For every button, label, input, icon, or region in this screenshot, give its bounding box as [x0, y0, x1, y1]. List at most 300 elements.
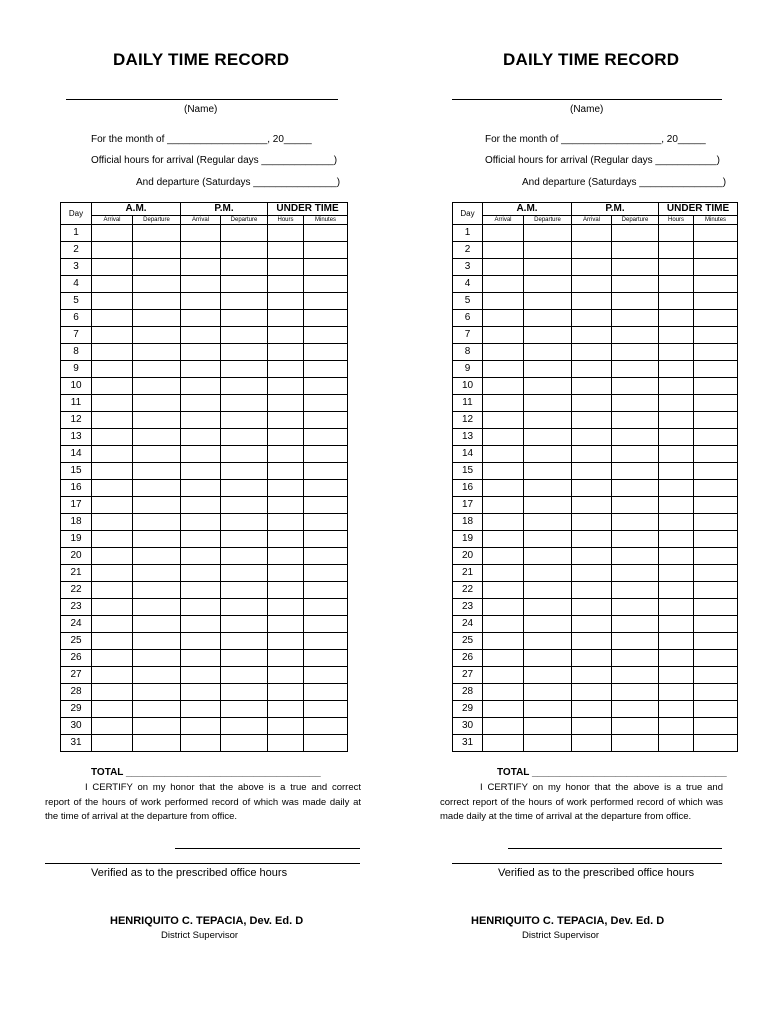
am-arrival-cell[interactable]: [92, 378, 133, 395]
pm-departure-cell[interactable]: [612, 225, 659, 242]
am-departure-cell[interactable]: [133, 361, 181, 378]
undertime-minutes-cell[interactable]: [694, 225, 738, 242]
am-departure-cell[interactable]: [133, 259, 181, 276]
am-arrival-cell[interactable]: [92, 531, 133, 548]
undertime-hours-cell[interactable]: [659, 599, 694, 616]
pm-departure-cell[interactable]: [612, 429, 659, 446]
am-departure-cell[interactable]: [133, 463, 181, 480]
pm-arrival-cell[interactable]: [181, 633, 221, 650]
undertime-hours-cell[interactable]: [659, 514, 694, 531]
pm-departure-cell[interactable]: [612, 599, 659, 616]
am-departure-cell[interactable]: [133, 480, 181, 497]
pm-departure-cell[interactable]: [612, 531, 659, 548]
am-arrival-cell[interactable]: [483, 429, 524, 446]
am-arrival-cell[interactable]: [483, 293, 524, 310]
undertime-minutes-cell[interactable]: [304, 531, 348, 548]
am-arrival-cell[interactable]: [92, 276, 133, 293]
pm-arrival-cell[interactable]: [572, 344, 612, 361]
undertime-hours-cell[interactable]: [659, 446, 694, 463]
am-departure-cell[interactable]: [133, 395, 181, 412]
am-arrival-cell[interactable]: [92, 582, 133, 599]
am-departure-cell[interactable]: [133, 497, 181, 514]
am-arrival-cell[interactable]: [92, 344, 133, 361]
pm-departure-cell[interactable]: [612, 582, 659, 599]
pm-arrival-cell[interactable]: [181, 225, 221, 242]
pm-arrival-cell[interactable]: [181, 242, 221, 259]
am-arrival-cell[interactable]: [92, 514, 133, 531]
undertime-minutes-cell[interactable]: [694, 514, 738, 531]
am-departure-cell[interactable]: [524, 650, 572, 667]
undertime-minutes-cell[interactable]: [694, 327, 738, 344]
undertime-hours-cell[interactable]: [659, 242, 694, 259]
undertime-minutes-cell[interactable]: [694, 650, 738, 667]
pm-arrival-cell[interactable]: [181, 718, 221, 735]
pm-arrival-cell[interactable]: [181, 259, 221, 276]
am-arrival-cell[interactable]: [483, 514, 524, 531]
am-departure-cell[interactable]: [133, 446, 181, 463]
undertime-minutes-cell[interactable]: [304, 480, 348, 497]
pm-arrival-cell[interactable]: [181, 412, 221, 429]
undertime-minutes-cell[interactable]: [694, 412, 738, 429]
undertime-minutes-cell[interactable]: [304, 276, 348, 293]
undertime-hours-cell[interactable]: [268, 310, 304, 327]
undertime-hours-cell[interactable]: [268, 599, 304, 616]
am-departure-cell[interactable]: [524, 293, 572, 310]
am-departure-cell[interactable]: [133, 531, 181, 548]
undertime-minutes-cell[interactable]: [694, 242, 738, 259]
am-departure-cell[interactable]: [524, 412, 572, 429]
pm-arrival-cell[interactable]: [572, 378, 612, 395]
undertime-minutes-cell[interactable]: [694, 599, 738, 616]
am-arrival-cell[interactable]: [483, 701, 524, 718]
pm-arrival-cell[interactable]: [572, 667, 612, 684]
am-departure-cell[interactable]: [133, 616, 181, 633]
pm-departure-cell[interactable]: [221, 225, 268, 242]
undertime-hours-cell[interactable]: [659, 480, 694, 497]
pm-arrival-cell[interactable]: [181, 344, 221, 361]
undertime-minutes-cell[interactable]: [304, 582, 348, 599]
undertime-minutes-cell[interactable]: [304, 684, 348, 701]
am-departure-cell[interactable]: [524, 276, 572, 293]
undertime-hours-cell[interactable]: [659, 259, 694, 276]
pm-departure-cell[interactable]: [221, 395, 268, 412]
am-departure-cell[interactable]: [524, 701, 572, 718]
pm-arrival-cell[interactable]: [572, 446, 612, 463]
am-arrival-cell[interactable]: [92, 497, 133, 514]
undertime-minutes-cell[interactable]: [694, 531, 738, 548]
am-arrival-cell[interactable]: [92, 293, 133, 310]
am-departure-cell[interactable]: [524, 446, 572, 463]
undertime-hours-cell[interactable]: [268, 259, 304, 276]
am-arrival-cell[interactable]: [92, 633, 133, 650]
am-arrival-cell[interactable]: [483, 531, 524, 548]
pm-arrival-cell[interactable]: [572, 463, 612, 480]
am-arrival-cell[interactable]: [483, 310, 524, 327]
undertime-hours-cell[interactable]: [659, 276, 694, 293]
undertime-minutes-cell[interactable]: [304, 514, 348, 531]
pm-arrival-cell[interactable]: [181, 480, 221, 497]
pm-departure-cell[interactable]: [612, 276, 659, 293]
undertime-hours-cell[interactable]: [659, 667, 694, 684]
undertime-minutes-cell[interactable]: [304, 293, 348, 310]
pm-departure-cell[interactable]: [612, 463, 659, 480]
pm-arrival-cell[interactable]: [572, 514, 612, 531]
pm-departure-cell[interactable]: [612, 718, 659, 735]
am-departure-cell[interactable]: [524, 259, 572, 276]
am-arrival-cell[interactable]: [92, 599, 133, 616]
pm-departure-cell[interactable]: [221, 497, 268, 514]
am-arrival-cell[interactable]: [92, 361, 133, 378]
am-departure-cell[interactable]: [133, 378, 181, 395]
am-departure-cell[interactable]: [524, 242, 572, 259]
am-departure-cell[interactable]: [524, 667, 572, 684]
pm-departure-cell[interactable]: [612, 548, 659, 565]
undertime-hours-cell[interactable]: [268, 497, 304, 514]
pm-arrival-cell[interactable]: [181, 565, 221, 582]
am-arrival-cell[interactable]: [92, 310, 133, 327]
am-departure-cell[interactable]: [133, 293, 181, 310]
am-departure-cell[interactable]: [524, 531, 572, 548]
undertime-minutes-cell[interactable]: [304, 327, 348, 344]
pm-departure-cell[interactable]: [221, 514, 268, 531]
undertime-minutes-cell[interactable]: [304, 497, 348, 514]
undertime-hours-cell[interactable]: [659, 429, 694, 446]
am-departure-cell[interactable]: [133, 599, 181, 616]
pm-arrival-cell[interactable]: [572, 616, 612, 633]
am-departure-cell[interactable]: [524, 361, 572, 378]
pm-departure-cell[interactable]: [612, 412, 659, 429]
am-departure-cell[interactable]: [524, 344, 572, 361]
pm-arrival-cell[interactable]: [572, 293, 612, 310]
pm-departure-cell[interactable]: [221, 616, 268, 633]
pm-arrival-cell[interactable]: [572, 259, 612, 276]
undertime-minutes-cell[interactable]: [694, 633, 738, 650]
pm-departure-cell[interactable]: [612, 293, 659, 310]
undertime-hours-cell[interactable]: [268, 565, 304, 582]
undertime-minutes-cell[interactable]: [694, 395, 738, 412]
pm-arrival-cell[interactable]: [181, 735, 221, 752]
undertime-hours-cell[interactable]: [268, 327, 304, 344]
undertime-hours-cell[interactable]: [268, 293, 304, 310]
pm-arrival-cell[interactable]: [572, 684, 612, 701]
am-departure-cell[interactable]: [524, 548, 572, 565]
undertime-hours-cell[interactable]: [659, 463, 694, 480]
am-arrival-cell[interactable]: [92, 412, 133, 429]
pm-arrival-cell[interactable]: [181, 548, 221, 565]
am-departure-cell[interactable]: [133, 582, 181, 599]
undertime-minutes-cell[interactable]: [694, 293, 738, 310]
pm-departure-cell[interactable]: [612, 259, 659, 276]
undertime-hours-cell[interactable]: [659, 361, 694, 378]
undertime-hours-cell[interactable]: [659, 225, 694, 242]
pm-departure-cell[interactable]: [221, 735, 268, 752]
undertime-minutes-cell[interactable]: [694, 701, 738, 718]
pm-departure-cell[interactable]: [612, 497, 659, 514]
undertime-minutes-cell[interactable]: [304, 599, 348, 616]
am-arrival-cell[interactable]: [92, 667, 133, 684]
undertime-hours-cell[interactable]: [659, 582, 694, 599]
am-arrival-cell[interactable]: [483, 616, 524, 633]
pm-arrival-cell[interactable]: [572, 548, 612, 565]
pm-departure-cell[interactable]: [221, 293, 268, 310]
am-arrival-cell[interactable]: [92, 616, 133, 633]
am-departure-cell[interactable]: [133, 242, 181, 259]
pm-departure-cell[interactable]: [221, 718, 268, 735]
undertime-minutes-cell[interactable]: [304, 735, 348, 752]
pm-departure-cell[interactable]: [612, 701, 659, 718]
am-departure-cell[interactable]: [524, 395, 572, 412]
pm-departure-cell[interactable]: [612, 667, 659, 684]
undertime-hours-cell[interactable]: [268, 667, 304, 684]
am-departure-cell[interactable]: [133, 412, 181, 429]
pm-arrival-cell[interactable]: [181, 429, 221, 446]
am-arrival-cell[interactable]: [92, 718, 133, 735]
undertime-hours-cell[interactable]: [268, 429, 304, 446]
am-departure-cell[interactable]: [524, 684, 572, 701]
am-departure-cell[interactable]: [133, 327, 181, 344]
undertime-minutes-cell[interactable]: [304, 225, 348, 242]
am-arrival-cell[interactable]: [483, 718, 524, 735]
undertime-minutes-cell[interactable]: [304, 463, 348, 480]
am-arrival-cell[interactable]: [483, 497, 524, 514]
pm-departure-cell[interactable]: [221, 684, 268, 701]
undertime-hours-cell[interactable]: [659, 718, 694, 735]
undertime-minutes-cell[interactable]: [304, 718, 348, 735]
pm-arrival-cell[interactable]: [572, 497, 612, 514]
undertime-minutes-cell[interactable]: [304, 633, 348, 650]
pm-departure-cell[interactable]: [221, 531, 268, 548]
am-arrival-cell[interactable]: [483, 225, 524, 242]
pm-departure-cell[interactable]: [221, 378, 268, 395]
pm-arrival-cell[interactable]: [181, 616, 221, 633]
am-arrival-cell[interactable]: [483, 242, 524, 259]
pm-departure-cell[interactable]: [612, 378, 659, 395]
pm-arrival-cell[interactable]: [572, 718, 612, 735]
pm-arrival-cell[interactable]: [572, 276, 612, 293]
undertime-hours-cell[interactable]: [659, 378, 694, 395]
undertime-minutes-cell[interactable]: [694, 446, 738, 463]
pm-departure-cell[interactable]: [221, 463, 268, 480]
undertime-hours-cell[interactable]: [268, 242, 304, 259]
undertime-minutes-cell[interactable]: [304, 344, 348, 361]
am-arrival-cell[interactable]: [92, 446, 133, 463]
am-departure-cell[interactable]: [133, 225, 181, 242]
undertime-hours-cell[interactable]: [268, 735, 304, 752]
undertime-hours-cell[interactable]: [268, 225, 304, 242]
undertime-hours-cell[interactable]: [268, 446, 304, 463]
pm-departure-cell[interactable]: [221, 633, 268, 650]
pm-departure-cell[interactable]: [221, 361, 268, 378]
pm-arrival-cell[interactable]: [572, 701, 612, 718]
pm-departure-cell[interactable]: [612, 446, 659, 463]
undertime-minutes-cell[interactable]: [304, 701, 348, 718]
pm-departure-cell[interactable]: [612, 242, 659, 259]
am-arrival-cell[interactable]: [92, 701, 133, 718]
undertime-hours-cell[interactable]: [268, 531, 304, 548]
am-departure-cell[interactable]: [133, 310, 181, 327]
undertime-minutes-cell[interactable]: [304, 242, 348, 259]
pm-arrival-cell[interactable]: [181, 599, 221, 616]
pm-departure-cell[interactable]: [221, 582, 268, 599]
pm-departure-cell[interactable]: [221, 412, 268, 429]
undertime-hours-cell[interactable]: [268, 514, 304, 531]
undertime-hours-cell[interactable]: [659, 701, 694, 718]
undertime-hours-cell[interactable]: [268, 344, 304, 361]
pm-departure-cell[interactable]: [612, 480, 659, 497]
am-arrival-cell[interactable]: [92, 463, 133, 480]
pm-arrival-cell[interactable]: [572, 735, 612, 752]
am-departure-cell[interactable]: [524, 735, 572, 752]
pm-departure-cell[interactable]: [221, 446, 268, 463]
am-arrival-cell[interactable]: [483, 378, 524, 395]
am-departure-cell[interactable]: [133, 718, 181, 735]
undertime-hours-cell[interactable]: [268, 582, 304, 599]
pm-arrival-cell[interactable]: [181, 463, 221, 480]
am-arrival-cell[interactable]: [92, 565, 133, 582]
am-departure-cell[interactable]: [524, 565, 572, 582]
am-departure-cell[interactable]: [133, 429, 181, 446]
am-departure-cell[interactable]: [524, 225, 572, 242]
am-arrival-cell[interactable]: [483, 395, 524, 412]
pm-arrival-cell[interactable]: [572, 650, 612, 667]
am-arrival-cell[interactable]: [483, 327, 524, 344]
undertime-hours-cell[interactable]: [659, 531, 694, 548]
am-departure-cell[interactable]: [524, 616, 572, 633]
undertime-hours-cell[interactable]: [659, 293, 694, 310]
pm-departure-cell[interactable]: [221, 701, 268, 718]
am-arrival-cell[interactable]: [92, 480, 133, 497]
am-departure-cell[interactable]: [133, 276, 181, 293]
undertime-minutes-cell[interactable]: [694, 565, 738, 582]
undertime-minutes-cell[interactable]: [694, 463, 738, 480]
undertime-minutes-cell[interactable]: [304, 616, 348, 633]
am-arrival-cell[interactable]: [483, 259, 524, 276]
am-arrival-cell[interactable]: [483, 463, 524, 480]
am-departure-cell[interactable]: [133, 565, 181, 582]
am-departure-cell[interactable]: [524, 378, 572, 395]
am-departure-cell[interactable]: [524, 463, 572, 480]
undertime-minutes-cell[interactable]: [304, 429, 348, 446]
pm-arrival-cell[interactable]: [572, 480, 612, 497]
am-arrival-cell[interactable]: [483, 276, 524, 293]
am-departure-cell[interactable]: [133, 701, 181, 718]
undertime-minutes-cell[interactable]: [694, 344, 738, 361]
undertime-minutes-cell[interactable]: [694, 582, 738, 599]
pm-arrival-cell[interactable]: [572, 531, 612, 548]
pm-departure-cell[interactable]: [612, 344, 659, 361]
pm-arrival-cell[interactable]: [572, 327, 612, 344]
undertime-hours-cell[interactable]: [268, 395, 304, 412]
am-arrival-cell[interactable]: [483, 361, 524, 378]
undertime-minutes-cell[interactable]: [694, 497, 738, 514]
am-arrival-cell[interactable]: [483, 480, 524, 497]
undertime-hours-cell[interactable]: [659, 735, 694, 752]
am-departure-cell[interactable]: [524, 514, 572, 531]
undertime-minutes-cell[interactable]: [304, 378, 348, 395]
pm-departure-cell[interactable]: [612, 327, 659, 344]
undertime-minutes-cell[interactable]: [304, 395, 348, 412]
undertime-minutes-cell[interactable]: [694, 616, 738, 633]
pm-departure-cell[interactable]: [221, 565, 268, 582]
pm-departure-cell[interactable]: [221, 667, 268, 684]
pm-arrival-cell[interactable]: [181, 531, 221, 548]
undertime-hours-cell[interactable]: [268, 633, 304, 650]
pm-departure-cell[interactable]: [221, 548, 268, 565]
am-arrival-cell[interactable]: [483, 650, 524, 667]
undertime-minutes-cell[interactable]: [304, 565, 348, 582]
am-arrival-cell[interactable]: [92, 395, 133, 412]
am-arrival-cell[interactable]: [92, 650, 133, 667]
pm-departure-cell[interactable]: [612, 616, 659, 633]
undertime-minutes-cell[interactable]: [694, 310, 738, 327]
pm-departure-cell[interactable]: [612, 684, 659, 701]
pm-arrival-cell[interactable]: [181, 667, 221, 684]
pm-departure-cell[interactable]: [221, 310, 268, 327]
undertime-minutes-cell[interactable]: [694, 718, 738, 735]
undertime-hours-cell[interactable]: [268, 718, 304, 735]
pm-arrival-cell[interactable]: [181, 310, 221, 327]
undertime-hours-cell[interactable]: [268, 463, 304, 480]
undertime-minutes-cell[interactable]: [694, 378, 738, 395]
pm-departure-cell[interactable]: [612, 514, 659, 531]
pm-arrival-cell[interactable]: [181, 276, 221, 293]
undertime-hours-cell[interactable]: [659, 497, 694, 514]
am-arrival-cell[interactable]: [92, 327, 133, 344]
pm-arrival-cell[interactable]: [181, 327, 221, 344]
pm-arrival-cell[interactable]: [181, 684, 221, 701]
undertime-hours-cell[interactable]: [659, 565, 694, 582]
undertime-hours-cell[interactable]: [268, 684, 304, 701]
am-arrival-cell[interactable]: [92, 548, 133, 565]
pm-arrival-cell[interactable]: [181, 582, 221, 599]
pm-arrival-cell[interactable]: [181, 361, 221, 378]
undertime-minutes-cell[interactable]: [304, 310, 348, 327]
undertime-minutes-cell[interactable]: [304, 650, 348, 667]
undertime-hours-cell[interactable]: [659, 633, 694, 650]
pm-departure-cell[interactable]: [221, 650, 268, 667]
am-departure-cell[interactable]: [524, 310, 572, 327]
am-arrival-cell[interactable]: [92, 429, 133, 446]
pm-arrival-cell[interactable]: [181, 650, 221, 667]
undertime-hours-cell[interactable]: [268, 412, 304, 429]
undertime-minutes-cell[interactable]: [304, 361, 348, 378]
undertime-minutes-cell[interactable]: [304, 446, 348, 463]
pm-arrival-cell[interactable]: [181, 378, 221, 395]
pm-arrival-cell[interactable]: [181, 446, 221, 463]
undertime-hours-cell[interactable]: [659, 616, 694, 633]
undertime-minutes-cell[interactable]: [694, 684, 738, 701]
pm-arrival-cell[interactable]: [572, 395, 612, 412]
am-departure-cell[interactable]: [133, 548, 181, 565]
pm-departure-cell[interactable]: [221, 327, 268, 344]
pm-departure-cell[interactable]: [221, 276, 268, 293]
am-arrival-cell[interactable]: [483, 582, 524, 599]
am-arrival-cell[interactable]: [483, 633, 524, 650]
am-departure-cell[interactable]: [524, 599, 572, 616]
undertime-hours-cell[interactable]: [268, 616, 304, 633]
am-departure-cell[interactable]: [133, 633, 181, 650]
am-departure-cell[interactable]: [524, 480, 572, 497]
am-arrival-cell[interactable]: [483, 446, 524, 463]
undertime-minutes-cell[interactable]: [304, 259, 348, 276]
am-departure-cell[interactable]: [133, 344, 181, 361]
pm-departure-cell[interactable]: [221, 429, 268, 446]
undertime-minutes-cell[interactable]: [694, 667, 738, 684]
pm-arrival-cell[interactable]: [181, 293, 221, 310]
undertime-minutes-cell[interactable]: [304, 548, 348, 565]
am-arrival-cell[interactable]: [92, 735, 133, 752]
pm-departure-cell[interactable]: [221, 242, 268, 259]
